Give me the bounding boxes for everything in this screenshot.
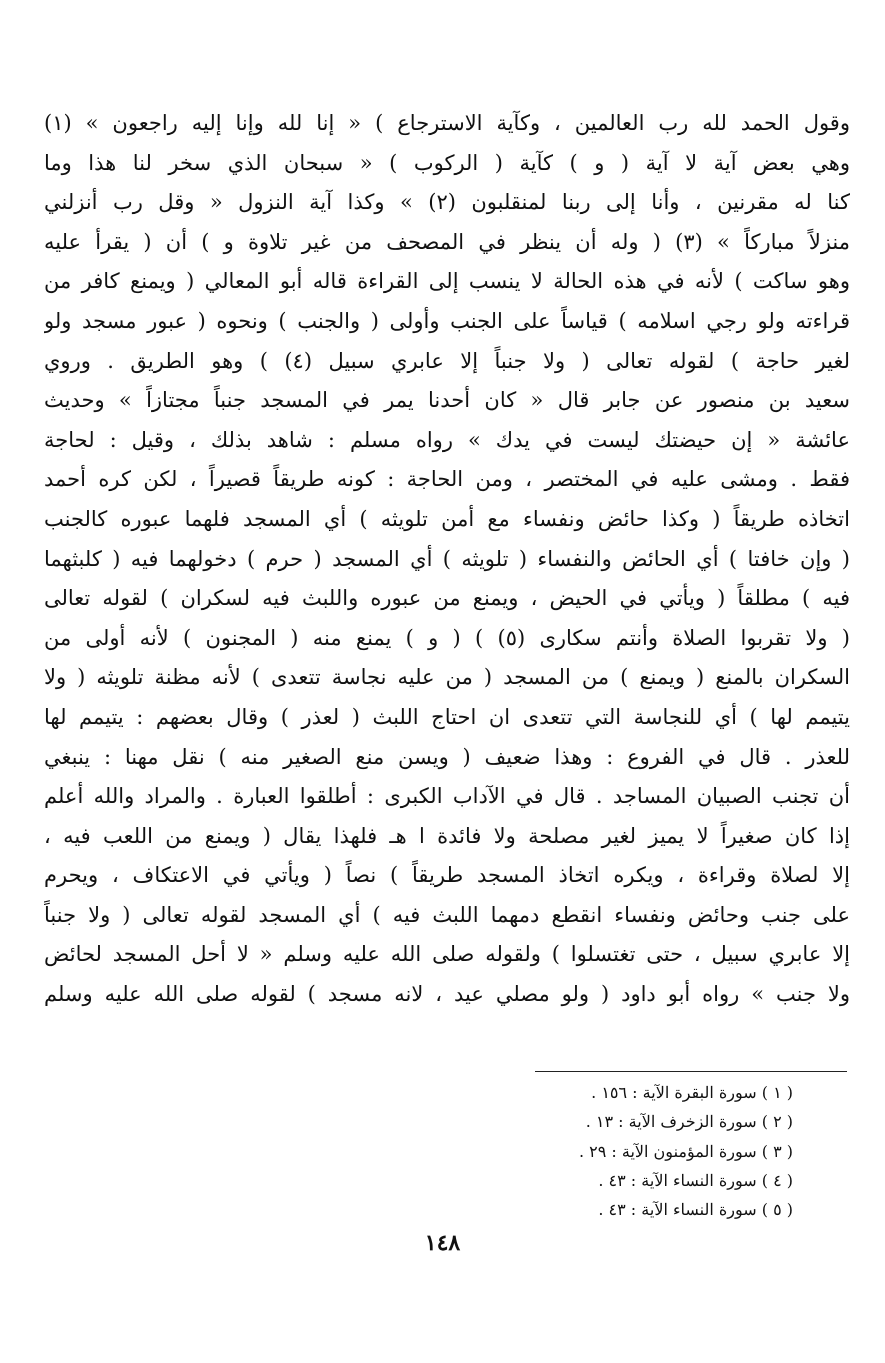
text-line: سعيد بن منصور عن جابر قال « كان أحدنا يمر في المسجد جنباً مجتازاً » وحديث xyxy=(44,388,850,413)
text-line: ( ولا تقربوا الصلاة وأنتم سكارى (٥) ) ( و ) يمنع منه ( المجنون ) لأنه أولى من xyxy=(44,625,850,650)
text-line: كنا له مقرنين ، وأنا إلى ربنا لمنقلبون (٢) » وكذا آية النزول « وقل رب أنزلني xyxy=(44,190,850,215)
footnote-item: ( ٣ ) سورة المؤمنون الآية : ٢٩ . xyxy=(578,1141,793,1161)
text-line: وهو ساكت ) لأنه في هذه الحالة لا ينسب إلى القراءة قاله أبو المعالي ( ويمنع كافر من xyxy=(44,269,850,294)
text-line: فقط . ومشى عليه في المختصر ، ومن الحاجة : كونه طريقاً قصيراً ، لكن كره أحمد xyxy=(44,467,850,492)
footnotes xyxy=(463,1078,793,1224)
text-line: إلا عابري سبيل ، حتى تغتسلوا ) ولقوله صلى الله عليه وسلم « لا أحل المسجد لحائض xyxy=(44,942,850,967)
text-line: إلا لصلاة وقراءة ، ويكره اتخاذ المسجد طريقاً ) نصاً ( ويأتي في الاعتكاف ، ويحرم xyxy=(44,863,850,888)
text-line: للعذر . قال في الفروع : وهذا ضعيف ( ويسن منع الصغير منه ) نقل مهنا : ينبغي xyxy=(44,744,850,769)
text-line: لغير حاجة ) لقوله تعالى ( ولا جنباً إلا عابري سبيل (٤) ) وهو الطريق . وروي xyxy=(44,348,850,373)
text-line: وقول الحمد لله رب العالمين ، وكآية الاسترجاع ) « إنا لله وإنا إليه راجعون » (١) xyxy=(44,111,850,135)
footnote-item: ( ٥ ) سورة النساء الآية : ٤٣ . xyxy=(598,1200,793,1220)
page-number: ١٤٨ xyxy=(424,1230,461,1256)
text-line: على جنب وحائض ونفساء انقطع دمهما اللبث فيه ) أي المسجد لقوله تعالى ( ولا جنباً xyxy=(44,902,850,927)
text-line: قراءته ولو رجي اسلامه ) قياساً على الجنب وأولى ( والجنب ) ونحوه ( عبور مسجد ولو xyxy=(44,308,850,333)
text-line: أن تجنب الصبيان المساجد . قال في الآداب الكبرى : أطلقوا العبارة . والمراد والله أعلم xyxy=(44,784,850,809)
text-line: فيه ) مطلقاً ( ويأتي في الحيض ، ويمنع من عبوره واللبث فيه لسكران ) لقوله تعالى xyxy=(44,586,850,611)
footnote-separator xyxy=(535,1071,847,1072)
footnote-item: ( ٢ ) سورة الزخرف الآية : ١٣ . xyxy=(585,1112,793,1132)
text-line: إذا كان صغيراً لا يميز لغير مصلحة ولا فائدة ا هـ فلهذا يقال ( ويمنع من اللعب فيه ، xyxy=(44,823,850,848)
text-line: ولا جنب » رواه أبو داود ( ولو مصلي عيد ، لانه مسجد ) لقوله صلى الله عليه وسلم xyxy=(44,982,850,1007)
footnote-item: ( ١ ) سورة البقرة الآية : ١٥٦ . xyxy=(591,1083,793,1102)
text-line: وهي بعض آية لا آية ( و ) كآية ( الركوب ) « سبحان الذي سخر لنا هذا وما xyxy=(44,150,850,175)
text-line: عائشة « إن حيضتك ليست في يدك » رواه مسلم : شاهد بذلك ، وقيل : لحاجة xyxy=(44,427,850,452)
text-line: منزلاً مباركاً » (٣) ( وله أن ينظر في المصحف من غير تلاوة و ) أن ( يقرأ عليه xyxy=(44,229,850,254)
text-line: ( وإن خافتا ) أي الحائض والنفساء ( تلويثه ) أي المسجد ( حرم ) دخولهما فيه ( كلبثهما xyxy=(44,546,850,571)
footnote-item: ( ٤ ) سورة النساء الآية : ٤٣ . xyxy=(598,1170,793,1190)
main-text xyxy=(44,104,850,1015)
text-line: اتخاذه طريقاً ( وكذا حائض ونفساء مع أمن تلويثه ) أي المسجد فلهما عبوره كالجنب xyxy=(44,506,850,531)
text-line: يتيمم لها ) أي للنجاسة التي تتعدى ان احتاج اللبث ( لعذر ) وقال بعضهم : يتيمم لها xyxy=(44,704,850,729)
text-line: السكران بالمنع ( ويمنع ) من المسجد ( من عليه نجاسة تتعدى ) لأنه مظنة تلويثه ( ولا xyxy=(44,665,850,690)
